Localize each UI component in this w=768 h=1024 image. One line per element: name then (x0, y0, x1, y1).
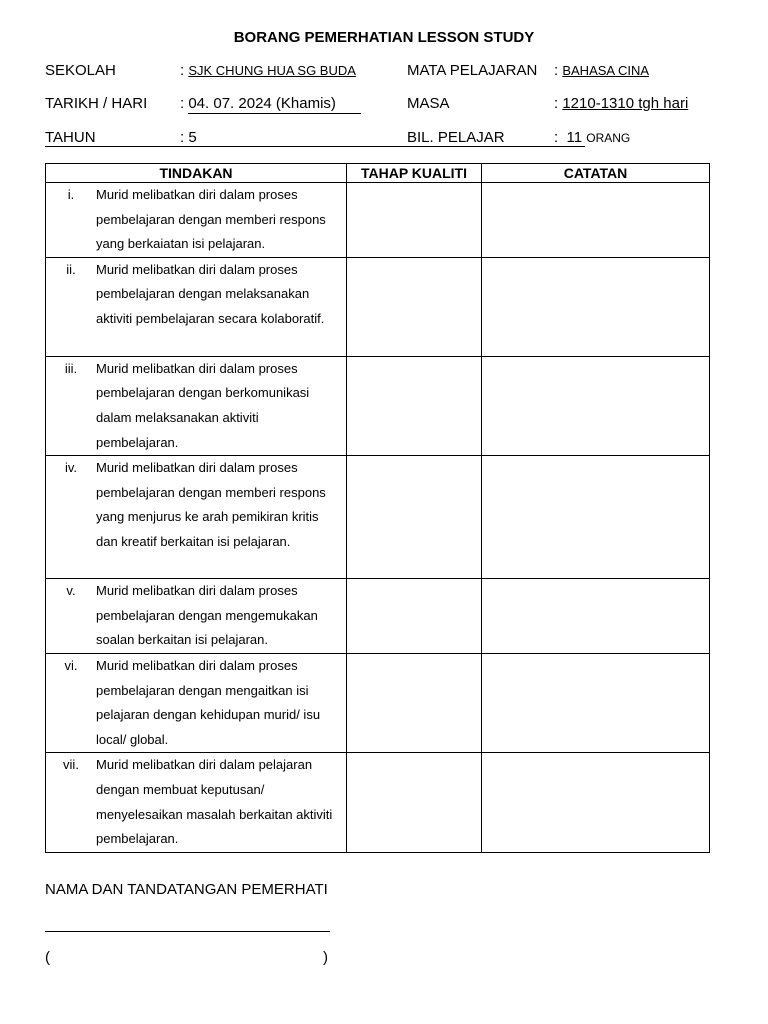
row-number: iii. (64, 360, 78, 376)
table-row (46, 456, 710, 579)
row-text: Murid melibatkan diri dalam proses pembelajaran dengan berkomunikasi dalam melaksanakan aktiviti pembelajaran. (96, 360, 310, 450)
open-paren: ( (45, 949, 50, 966)
catatan-cell[interactable] (482, 653, 710, 752)
row-number: vi. (64, 657, 78, 673)
tahun-value: 5 (188, 129, 197, 146)
catatan-cell[interactable] (482, 257, 710, 356)
table-row (46, 257, 710, 356)
tarikh-value: 04. 07. 2024 (Khamis) (188, 95, 336, 112)
bil-pelajar-label: BIL. PELAJAR (407, 129, 505, 146)
row-number: iv. (64, 460, 78, 476)
bil-pelajar-field: : 11 ORANG (554, 129, 631, 146)
mata-pelajaran-field: : BAHASA CINA (554, 62, 650, 79)
sekolah-label: SEKOLAH (45, 62, 116, 79)
catatan-cell[interactable] (482, 753, 710, 852)
tahap-kualiti-cell[interactable] (347, 579, 482, 654)
mata-pelajaran-label: MATA PELAJARAN (407, 62, 538, 79)
row-number: v. (66, 583, 76, 599)
sekolah-field: : SJK CHUNG HUA SG BUDA (180, 62, 356, 79)
table-row (46, 356, 710, 455)
row-text: Murid melibatkan diri dalam proses pembelajaran dengan mengaitkan isi pelajaran dengan kehidupan murid/ isu local/ global. (96, 657, 321, 747)
tahap-kualiti-cell[interactable] (347, 456, 482, 579)
masa-value: 1210-1310 tgh hari (562, 95, 689, 112)
row-number: ii. (66, 261, 76, 277)
row-text: Murid melibatkan diri dalam proses pembelajaran dengan memberi respons yang berkaiatan isi pelajaran. (96, 187, 326, 252)
tahap-kualiti-cell[interactable] (347, 753, 482, 852)
row-number: i. (67, 187, 75, 202)
column-header-tahap-kualiti: TAHAP KUALITI (347, 164, 482, 183)
row-number: vii. (63, 757, 79, 773)
tarikh-field: : 04. 07. 2024 (Khamis) (180, 95, 336, 112)
tarikh-underline (188, 113, 361, 114)
form-title: BORANG PEMERHATIAN LESSON STUDY (233, 29, 535, 46)
mata-pelajaran-value: BAHASA CINA (562, 63, 650, 78)
tahap-kualiti-cell[interactable] (347, 183, 482, 258)
row-text: Murid melibatkan diri dalam proses pembelajaran dengan memberi respons yang menjurus ke arah pemikiran kritis dan kreatif berkaitan isi pelajaran. (96, 460, 326, 549)
table-row (46, 183, 710, 258)
tahap-kualiti-cell[interactable] (347, 257, 482, 356)
observation-table (45, 163, 710, 853)
tahap-kualiti-cell[interactable] (347, 653, 482, 752)
row-text: Murid melibatkan diri dalam proses pembelajaran dengan melaksanakan aktiviti pembelajaran secara kolaboratif. (96, 261, 325, 326)
signature-line[interactable] (45, 931, 330, 932)
tahun-field: : 5 (180, 129, 197, 146)
catatan-cell[interactable] (482, 456, 710, 579)
column-header-tindakan: TINDAKAN (46, 164, 347, 183)
table-row (46, 753, 710, 852)
header-row3-underline (45, 146, 585, 147)
column-header-catatan: CATATAN (482, 164, 710, 183)
table-row (46, 579, 710, 654)
signature-label: NAMA DAN TANDATANGAN PEMERHATI (45, 881, 328, 898)
catatan-cell[interactable] (482, 183, 710, 258)
table-header-row (46, 164, 710, 183)
bil-pelajar-value: 11 (566, 129, 583, 146)
close-paren: ) (323, 949, 328, 966)
row-text: Murid melibatkan diri dalam pelajaran dengan membuat keputusan/ menyelesaikan masalah berkaitan aktiviti pembelajaran. (96, 757, 333, 847)
catatan-cell[interactable] (482, 356, 710, 455)
tarikh-label: TARIKH / HARI (45, 95, 148, 112)
row-text: Murid melibatkan diri dalam proses pembelajaran dengan mengemukakan soalan berkaitan isi pelajaran. (96, 583, 318, 648)
tahun-label: TAHUN (45, 129, 96, 146)
tahap-kualiti-cell[interactable] (347, 356, 482, 455)
masa-label: MASA (407, 95, 450, 112)
masa-field: : 1210-1310 tgh hari (554, 95, 689, 112)
table-row (46, 653, 710, 752)
sekolah-value: SJK CHUNG HUA SG BUDA (188, 63, 356, 78)
catatan-cell[interactable] (482, 579, 710, 654)
bil-pelajar-unit: ORANG (586, 131, 631, 145)
